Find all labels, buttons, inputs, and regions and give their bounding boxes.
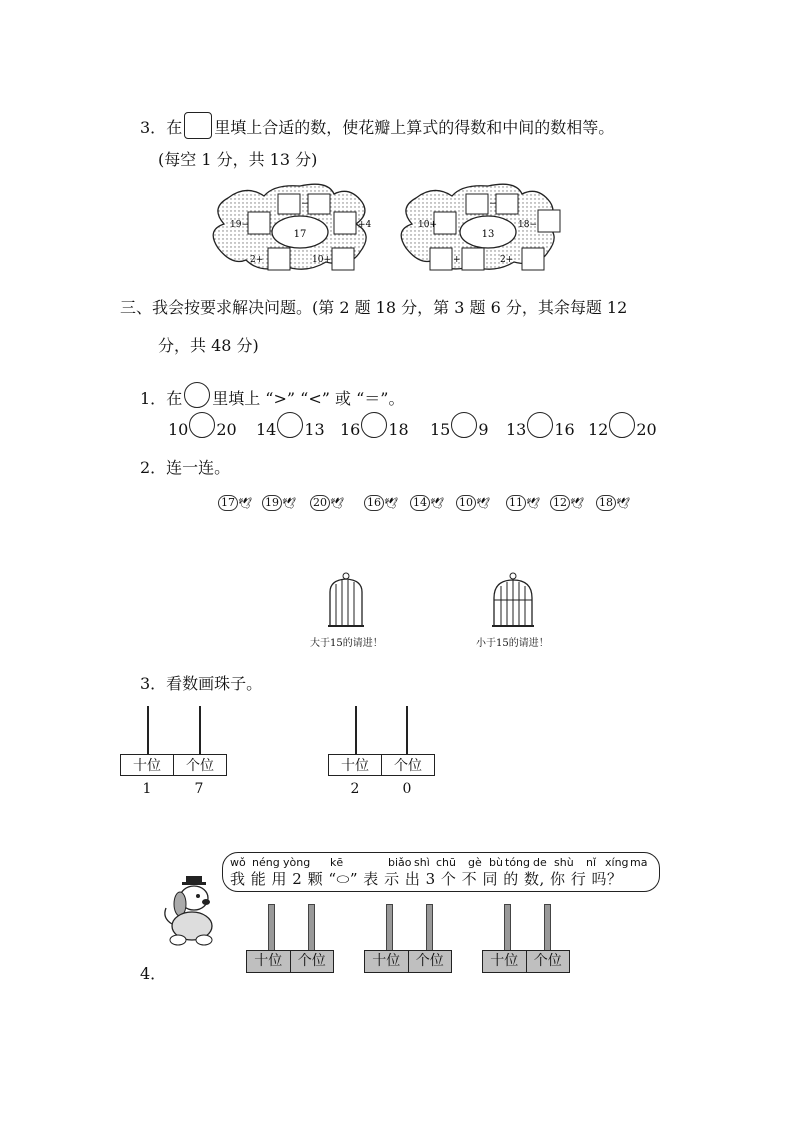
pinyin: biǎo: [388, 856, 412, 869]
ones-label: 个位: [408, 951, 452, 972]
compare-circle[interactable]: [189, 412, 215, 438]
puppy-icon: [160, 872, 226, 950]
place-value-box: [364, 950, 452, 973]
bird-card[interactable]: 20 🕊: [310, 493, 344, 513]
flower-1-petal: +4: [358, 220, 372, 230]
pinyin: nǐ: [586, 856, 597, 869]
tens-label: 十位: [254, 953, 283, 969]
bird-icon: 🕊: [616, 496, 630, 510]
answer-circle[interactable]: [184, 382, 210, 408]
compare-circle[interactable]: [527, 412, 553, 438]
bird-card[interactable]: 11 🕊: [506, 493, 540, 513]
abacus-rod: [386, 904, 393, 952]
tens-label: 十位: [490, 953, 519, 969]
flower-1-petal: −: [301, 199, 309, 209]
bird-card[interactable]: 10 🕊: [456, 493, 490, 513]
tens-label: 十位: [121, 755, 174, 776]
bird-icon: 🕊: [282, 496, 296, 510]
flower-1-petal: 2+: [250, 255, 264, 265]
question-3-title: 3．看数画珠子。: [140, 674, 263, 693]
compare-item: 16 18: [340, 412, 409, 442]
bird-card[interactable]: 16 🕊: [364, 493, 398, 513]
bird-icon: 🕊: [476, 496, 490, 510]
compare-circle[interactable]: [361, 412, 387, 438]
speech-sentence: 我 能 用 2 颗 “⬭” 表 示 出 3 个 不 同 的 数, 你 行 吗？: [230, 870, 623, 888]
pinyin: shù: [554, 856, 574, 869]
flower-2-petal: −: [489, 199, 497, 209]
place-value-box: [246, 950, 334, 973]
compare-item: 12 20: [588, 412, 657, 442]
tens-label: 十位: [329, 755, 382, 776]
flower-2-petal: 10+: [418, 220, 437, 230]
abacus-rod: [426, 904, 433, 952]
pinyin: ma: [630, 856, 648, 869]
bird-icon: 🕊: [570, 496, 584, 510]
abacus-rod: [355, 706, 357, 754]
bird-icon: 🕊: [384, 496, 398, 510]
cage-label: 大于15的请进！: [310, 638, 383, 649]
place-value-box: [482, 950, 570, 973]
compare-circle[interactable]: [451, 412, 477, 438]
pinyin: de: [533, 856, 547, 869]
ones-label: 个位: [290, 951, 334, 972]
pinyin: chū: [436, 856, 456, 869]
bird-icon: 🕊: [238, 496, 252, 510]
pinyin: xíng: [605, 856, 629, 869]
ones-digit: 7: [194, 781, 204, 797]
bird-card[interactable]: 12 🕊: [550, 493, 584, 513]
abacus-rod: [308, 904, 315, 952]
flower-2-petal: +: [453, 255, 461, 265]
bird-icon: 🕊: [330, 496, 344, 510]
ones-label: 个位: [382, 755, 435, 776]
compare-item: 13 16: [506, 412, 575, 442]
flower-1-petal: 10+: [312, 255, 331, 265]
flower-2-petal: 18−: [518, 220, 537, 230]
ones-label: 个位: [174, 755, 227, 776]
question-3-line: 3．在 里填上合适的数，使花瓣上算式的得数和中间的数相等。: [140, 112, 614, 139]
compare-circle[interactable]: [609, 412, 635, 438]
compare-item: 14 13: [256, 412, 325, 442]
birdcage-icon[interactable]: [326, 570, 366, 630]
place-value-table: [120, 754, 227, 776]
abacus-rod: [268, 904, 275, 952]
pinyin: shì: [414, 856, 430, 869]
pinyin: tóng: [505, 856, 530, 869]
ones-label: 个位: [526, 951, 570, 972]
bird-icon: 🕊: [526, 496, 540, 510]
bird-card[interactable]: 14 🕊: [410, 493, 444, 513]
bird-icon: 🕊: [430, 496, 444, 510]
flower-diagrams: [210, 182, 650, 276]
ones-digit: 0: [402, 781, 412, 797]
tens-digit: 2: [350, 781, 360, 797]
place-value-table: [328, 754, 435, 776]
section-3-title-cont: 分，共 48 分): [158, 336, 259, 355]
flower-1-center: 17: [293, 229, 307, 240]
question-1-line: 1．在 里填上 “>” “<” 或 “＝”。: [140, 382, 404, 409]
bird-card[interactable]: 18 🕊: [596, 493, 630, 513]
question-2-title: 2．连一连。: [140, 458, 231, 477]
bird-card[interactable]: 19 🕊: [262, 493, 296, 513]
flower-1-petal: 19−: [230, 220, 249, 230]
pinyin: gè: [468, 856, 482, 869]
question-4-number: 4．: [140, 964, 167, 983]
question-3-score: (每空 1 分，共 13 分): [158, 150, 318, 169]
pinyin: néng: [252, 856, 280, 869]
birdcage-icon[interactable]: [490, 570, 536, 630]
tens-digit: 1: [142, 781, 152, 797]
abacus-rod: [147, 706, 149, 754]
compare-circle[interactable]: [277, 412, 303, 438]
cage-label: 小于15的请进！: [476, 638, 549, 649]
pinyin: bù: [489, 856, 503, 869]
pinyin: wǒ: [230, 856, 246, 869]
compare-item: 10 20: [168, 412, 237, 442]
section-3-title: 三、我会按要求解决问题。(第 2 题 18 分，第 3 题 6 分，其余每题 12: [120, 298, 628, 317]
compare-item: 15 9: [430, 412, 489, 442]
pinyin: kē: [330, 856, 344, 869]
pinyin: yòng: [283, 856, 311, 869]
tens-label: 十位: [372, 953, 401, 969]
flower-2-center: 13: [481, 229, 495, 240]
abacus-rod: [406, 706, 408, 754]
abacus-rod: [504, 904, 511, 952]
abacus-rod: [544, 904, 551, 952]
abacus-rod: [199, 706, 201, 754]
answer-box[interactable]: [184, 112, 212, 139]
bird-card[interactable]: 17 🕊: [218, 493, 252, 513]
flower-2-petal: 2+: [500, 255, 514, 265]
